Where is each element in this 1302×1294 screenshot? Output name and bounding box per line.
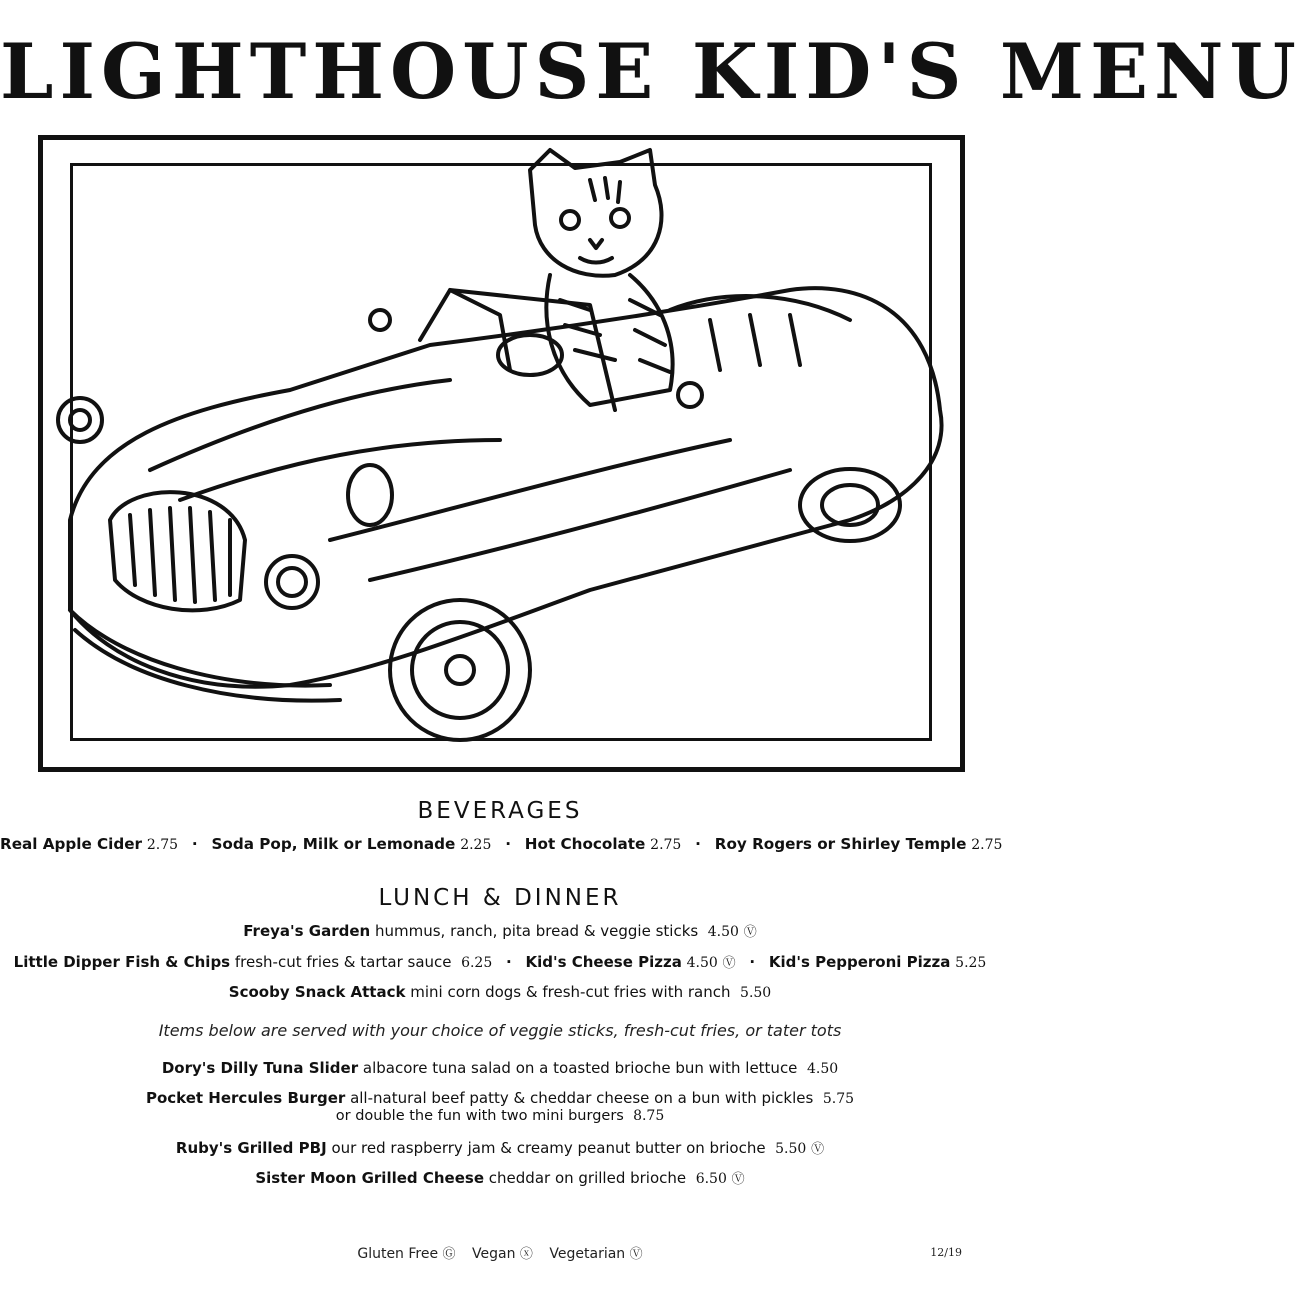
- item-price: 5.75: [822, 1091, 855, 1107]
- beverage-price: 2.75: [971, 837, 1003, 853]
- kitten-driving-convertible-icon: [30, 140, 970, 760]
- item-desc: cheddar on grilled brioche: [488, 1169, 687, 1187]
- beverage-name: Hot Chocolate: [524, 835, 646, 853]
- beverage-name: Real Apple Cider: [0, 835, 143, 853]
- item-desc: or double the fun with two mini burgers: [335, 1108, 624, 1124]
- legend-label: Vegan: [472, 1246, 516, 1262]
- beverage-name: Soda Pop, Milk or Lemonade: [211, 835, 456, 853]
- beverage-price: 2.25: [460, 837, 492, 853]
- item-name: Kid's Pepperoni Pizza: [768, 953, 951, 971]
- item-desc: hummus, ranch, pita bread & veggie sticks: [374, 922, 699, 940]
- lunch-dinner-heading: LUNCH & DINNER: [378, 885, 622, 911]
- menu-item-freya: [0, 921, 1000, 940]
- item-name: Sister Moon Grilled Cheese: [255, 1169, 485, 1187]
- vegetarian-icon: Ⓥ: [811, 1142, 825, 1157]
- menu-item-burger: [0, 1089, 1000, 1107]
- item-price: 6.25: [461, 955, 493, 971]
- date-code: 12/19: [930, 1246, 962, 1259]
- item-desc: mini corn dogs & fresh-cut fries with ranch: [410, 983, 731, 1001]
- sides-note: Items below are served with your choice of veggie sticks, fresh-cut fries, or tater tots: [158, 1021, 842, 1040]
- menu-item-sister-moon: [0, 1168, 1000, 1187]
- vegetarian-icon: Ⓥ: [743, 925, 757, 940]
- vegetarian-icon: Ⓥ: [731, 1172, 745, 1187]
- item-name: Ruby's Grilled PBJ: [175, 1139, 327, 1157]
- item-price: 4.50: [686, 955, 718, 971]
- gluten-free-icon: Ⓖ: [442, 1247, 456, 1262]
- item-price: 4.50: [707, 924, 739, 940]
- item-desc: our red raspberry jam & creamy peanut butter on brioche: [331, 1139, 766, 1157]
- item-desc: all-natural beef patty & cheddar cheese on a bun with pickles: [350, 1089, 814, 1107]
- item-price: 6.50: [695, 1171, 727, 1187]
- item-price: 4.50: [806, 1061, 839, 1077]
- item-name: Little Dipper Fish & Chips: [13, 953, 231, 971]
- beverage-name: Roy Rogers or Shirley Temple: [714, 835, 967, 853]
- dietary-legend: [0, 1243, 1000, 1262]
- vegetarian-icon: Ⓥ: [629, 1247, 643, 1262]
- menu-item-scooby: [0, 983, 1000, 1001]
- legend-label: Vegetarian: [549, 1246, 626, 1262]
- menu-title: LIGHTHOUSE KID'S MENU: [0, 27, 1302, 116]
- menu-item-dory: [0, 1059, 1000, 1077]
- item-name: Kid's Cheese Pizza: [525, 953, 682, 971]
- separator-dot: ·: [695, 835, 701, 853]
- item-name: Pocket Hercules Burger: [145, 1089, 346, 1107]
- separator-dot: ·: [505, 835, 511, 853]
- menu-line-fish-pizza: [0, 952, 1000, 971]
- separator-dot: ·: [191, 835, 198, 853]
- separator-dot: ·: [749, 953, 756, 971]
- beverages-heading: BEVERAGES: [417, 798, 583, 824]
- item-name: Scooby Snack Attack: [228, 983, 406, 1001]
- vegetarian-icon: Ⓥ: [722, 956, 736, 971]
- item-price: 5.25: [955, 955, 987, 971]
- vegan-icon: ⓧ: [519, 1247, 533, 1262]
- beverages-line: [0, 835, 1003, 853]
- item-price: 5.50: [740, 985, 772, 1001]
- menu-item-pbj: [0, 1138, 1000, 1157]
- item-name: Dory's Dilly Tuna Slider: [161, 1059, 359, 1077]
- legend-label: Gluten Free: [357, 1246, 439, 1262]
- beverage-price: 2.75: [650, 837, 682, 853]
- separator-dot: ·: [506, 953, 512, 971]
- item-price: 5.50: [775, 1141, 807, 1157]
- menu-item-burger-double: [0, 1108, 1000, 1124]
- item-desc: fresh-cut fries & tartar sauce: [234, 953, 452, 971]
- beverage-price: 2.75: [146, 837, 179, 853]
- item-name: Freya's Garden: [243, 922, 371, 940]
- item-desc: albacore tuna salad on a toasted brioche bun with lettuce: [362, 1059, 798, 1077]
- item-price: 8.75: [633, 1108, 665, 1124]
